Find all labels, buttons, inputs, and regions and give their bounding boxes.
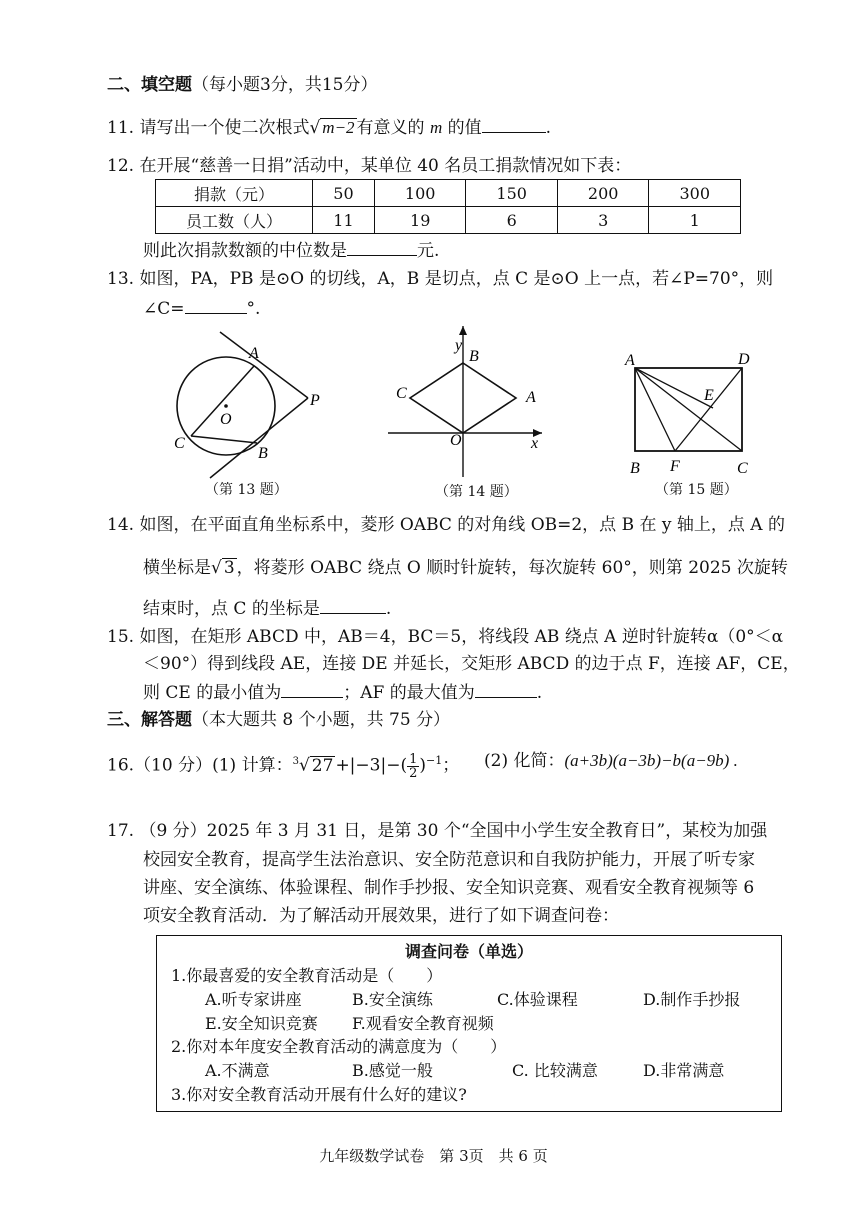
survey-q1: 1.你最喜爱的安全教育活动是（ ） (171, 966, 443, 985)
q15-answer-blank-1[interactable] (281, 681, 343, 698)
q11-number: 11. (107, 118, 135, 138)
segment-ae (635, 368, 713, 408)
q17-line2: 校园安全教育，提高学生法治意识、安全防范意识和自我防护能力，开展了听专家 (143, 850, 755, 870)
q12-after-post: 元. (417, 241, 440, 261)
section-3-header (107, 709, 450, 731)
sqrt-symbol: √ (309, 118, 321, 138)
label-e: E (704, 387, 714, 404)
q17-line3: 讲座、安全演练、体验课程、制作手抄报、安全知识竞赛、观看安全教育视频等 6 (143, 878, 755, 898)
tangent-pb (210, 398, 308, 478)
q16-sep: ； (442, 755, 460, 776)
q17-line4: 项安全教育活动．为了解活动开展效果，进行了如下调查问卷： (143, 906, 619, 926)
table-cell: 6 (466, 207, 558, 234)
survey-option: D.非常满意 (643, 1061, 725, 1080)
table-cell: 员工数（人） (156, 207, 313, 234)
survey-option: B.安全演练 (352, 990, 433, 1009)
figure-14 (385, 322, 555, 480)
label-c: C (174, 435, 185, 452)
q16-end: ) (419, 755, 426, 776)
sqrt-symbol: √ (211, 558, 222, 578)
q16-mid: +|−3|−( (335, 755, 408, 776)
table-row (156, 180, 741, 207)
survey-option: A.不满意 (205, 1061, 270, 1080)
q14-line2 (143, 557, 788, 579)
q12-text: 在开展“慈善一日捐”活动中，某单位 40 名员工捐款情况如下表： (139, 156, 632, 176)
q16-part1-label: (1) 计算： (212, 755, 293, 776)
q13-line2 (143, 297, 260, 320)
survey-option: C.体验课程 (497, 990, 578, 1009)
center-dot (224, 404, 228, 408)
q11-pre: 请写出一个使二次根式 (139, 118, 310, 138)
q14-line2-post: ，将菱形 OABC 绕点 O 顺时针旋转，每次旋转 60°，则第 2025 次旋转 (236, 558, 788, 578)
q11-answer-blank[interactable] (482, 116, 546, 133)
label-c: C (396, 385, 407, 402)
donation-table (155, 179, 741, 234)
survey-option: C. 比较满意 (512, 1061, 598, 1080)
q16-frac-den: 2 (409, 765, 418, 781)
q14-line1: 如图，在平面直角坐标系中，菱形 OABC 的对角线 OB=2，点 B 在 y 轴上，点 A 的 (139, 515, 785, 535)
q14-line3-pre: 结束时，点 C 的坐标是 (143, 599, 320, 619)
q12-after (143, 239, 439, 262)
question-16 (107, 750, 459, 780)
q12-number: 12. (107, 156, 135, 176)
q17-line1: （9 分）2025 年 3 月 31 日，是第 30 个“全国中小学生安全教育日”，某校为加强 (139, 821, 768, 841)
label-b: B (630, 460, 640, 477)
table-cell: 300 (649, 180, 741, 207)
q12-after-pre: 则此次捐款数额的中位数是 (143, 241, 347, 261)
survey-option: F.观看安全教育视频 (352, 1014, 494, 1033)
q15-line1: 如图，在矩形 ABCD 中，AB＝4，BC＝5，将线段 AB 绕点 A 逆时针旋转α（0°＜α (139, 627, 784, 647)
q14-line3 (143, 597, 391, 620)
q11-post: 的值 (447, 118, 482, 138)
q16-cube-index: 3 (292, 756, 299, 767)
label-b: B (469, 348, 479, 365)
survey-q2: 2.你对本年度安全教育活动的满意度为（ ） (171, 1037, 507, 1056)
q15-line3-mid: ；AF 的最大值为 (343, 683, 475, 703)
q11-end: . (545, 118, 552, 138)
survey-option: E.安全知识竞赛 (205, 1014, 318, 1033)
label-o: O (450, 432, 462, 449)
segment-df (675, 368, 742, 451)
q14-line3-post: . (385, 599, 392, 619)
q15-line3-pre: 则 CE 的最小值为 (143, 683, 282, 703)
q15-line2: ＜90°）得到线段 AE，连接 DE 并延长，交矩形 ABCD 的边于点 F，连接 AF，CE， (143, 654, 800, 674)
q13-line2-pre: ∠C= (143, 299, 185, 319)
q16-part2-expr: (a+3b)(a−3b)−b(a−9b) . (564, 751, 738, 770)
table-cell: 200 (557, 180, 649, 207)
figure-13 (160, 330, 340, 480)
q14-number: 14. (107, 515, 135, 535)
q14-radicand: 3 (223, 558, 235, 578)
q12-answer-blank[interactable] (347, 239, 417, 256)
question-12 (107, 155, 631, 177)
section-2-note: （每小题3分，共15分） (192, 75, 378, 95)
question-13 (107, 268, 773, 290)
q17-number: 17. (107, 821, 135, 841)
q16-exponent: −1 (426, 754, 443, 767)
label-p: P (310, 392, 320, 409)
question-15 (107, 626, 783, 648)
q16-radicand: 27 (311, 755, 334, 776)
q11-radicand: m−2 (322, 118, 355, 137)
figure-15-caption: （第 15 题） (655, 482, 738, 498)
figure-15 (620, 345, 760, 477)
survey-option: D.制作手抄报 (643, 990, 741, 1009)
table-cell: 捐款（元） (156, 180, 313, 207)
table-cell: 50 (313, 180, 375, 207)
label-a: A (526, 389, 536, 406)
survey-q3: 3.你对安全教育活动开展有什么好的建议? (171, 1085, 467, 1104)
chord-cb (191, 436, 257, 443)
q11-var: m (429, 118, 443, 137)
table-cell: 150 (466, 180, 558, 207)
page-footer: 九年级数学试卷 第 3页 共 6 页 (319, 1147, 548, 1165)
q13-line2-post: °. (246, 299, 261, 319)
q16-part2 (484, 750, 738, 772)
label-o: O (220, 411, 232, 428)
question-11 (107, 116, 551, 139)
figure-14-caption: （第 14 题） (435, 484, 518, 500)
q16-number: 16. (107, 755, 135, 776)
question-14 (107, 514, 785, 536)
survey-option: B.感觉一般 (352, 1061, 433, 1080)
q16-points: （10 分） (134, 755, 213, 776)
label-b: B (258, 445, 268, 462)
survey-option: A.听专家讲座 (205, 990, 302, 1009)
table-cell: 19 (374, 207, 466, 234)
table-cell: 11 (313, 207, 375, 234)
q16-fraction (407, 753, 419, 780)
q16-part2-label: (2) 化简： (484, 751, 565, 771)
figure-13-caption: （第 13 题） (205, 482, 288, 498)
cube-root-symbol: √ (298, 755, 310, 776)
segment-af (635, 368, 675, 451)
section-2-header (107, 74, 377, 96)
q13-number: 13. (107, 269, 135, 289)
survey-box (156, 935, 782, 1112)
label-y: y (455, 337, 463, 354)
survey-title: 调查问卷（单选） (404, 942, 533, 961)
section-3-note: （本大题共 8 个小题，共 75 分） (192, 710, 451, 730)
q15-line3-post: . (536, 683, 543, 703)
label-a: A (625, 352, 635, 369)
q15-number: 15. (107, 627, 135, 647)
label-x: x (531, 435, 539, 452)
q13-line1: 如图，PA，PB 是⊙O 的切线，A，B 是切点，点 C 是⊙O 上一点，若∠P=70°，则 (139, 269, 774, 289)
label-f: F (670, 458, 680, 475)
label-c: C (737, 460, 748, 477)
q16-frac-num: 1 (409, 751, 418, 767)
table-cell: 1 (649, 207, 741, 234)
question-17 (107, 820, 767, 842)
section-2-title: 二、填空题 (107, 75, 192, 95)
q11-mid: 有意义的 (356, 118, 425, 138)
label-a: A (249, 345, 259, 362)
y-axis-arrow (459, 326, 467, 335)
q15-answer-blank-2[interactable] (475, 681, 537, 698)
q14-answer-blank[interactable] (320, 597, 386, 614)
table-row (156, 207, 741, 234)
q14-line2-pre: 横坐标是 (143, 558, 211, 578)
section-3-title: 三、解答题 (107, 710, 192, 730)
q15-line3 (143, 681, 542, 704)
table-cell: 3 (557, 207, 649, 234)
label-d: D (738, 351, 750, 368)
q13-answer-blank[interactable] (185, 297, 247, 314)
segment-ac (635, 368, 742, 451)
table-cell: 100 (374, 180, 466, 207)
